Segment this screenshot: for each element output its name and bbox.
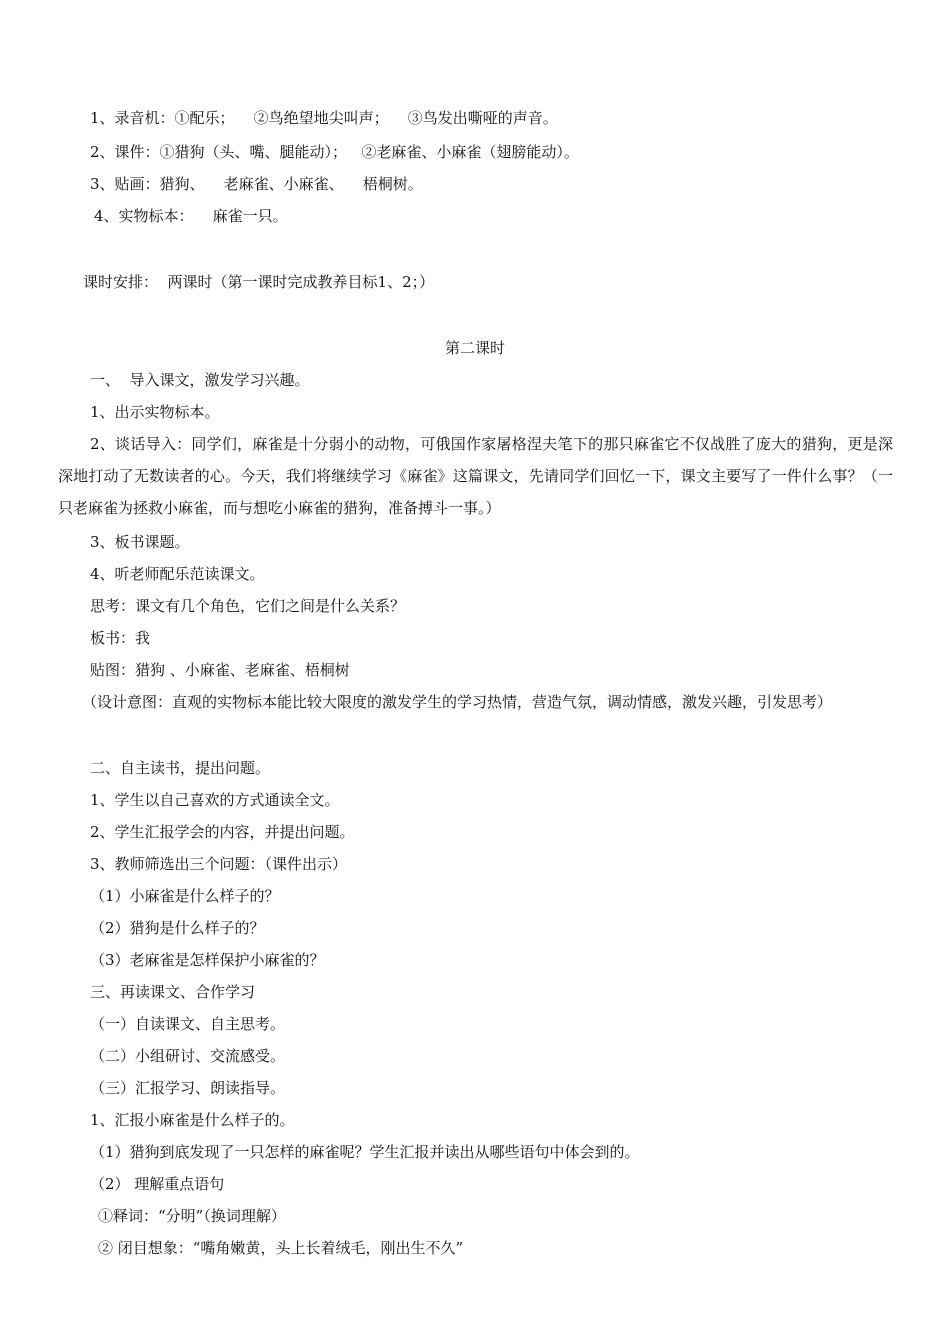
heading-three: 三、再读课文、合作学习 — [90, 983, 256, 1001]
sub-step-line: （一）自读课文、自主思考。 — [90, 1015, 286, 1033]
step-line: ①释词：“分明”（换词理解） — [98, 1207, 286, 1225]
step-line: 4、听老师配乐范读课文。 — [90, 565, 265, 583]
step-line: 3、教师筛选出三个问题：（课件出示） — [90, 855, 348, 873]
step-line: 2、学生汇报学会的内容，并提出问题。 — [90, 823, 355, 841]
question-item: （3）老麻雀是怎样保护小麻雀的？ — [90, 951, 325, 969]
question-line: 思考：课文有几个角色，它们之间是什么关系？ — [90, 597, 406, 615]
materials-item-4: 4、实物标本： 麻雀一只。 — [94, 207, 288, 225]
step-line: 1、出示实物标本。 — [90, 403, 220, 421]
section-title: 第二课时 — [444, 339, 505, 357]
heading-two: 二、自主读书，提出问题。 — [90, 759, 271, 777]
step-line: 3、板书课题。 — [90, 533, 190, 551]
step-line: （2） 理解重点语句 — [90, 1175, 225, 1193]
materials-item-1: 1、录音机：①配乐； ②鸟绝望地尖叫声； ③鸟发出嘶哑的声音。 — [90, 109, 558, 127]
schedule-line: 课时安排： 两课时（第一课时完成教养目标1、2；） — [83, 273, 435, 291]
materials-item-2: 2、课件：①猎狗（头、嘴、腿能动）； ②老麻雀、小麻雀（翅膀能动）。 — [90, 143, 579, 161]
sub-step-line: （二）小组研讨、交流感受。 — [90, 1047, 286, 1065]
step-line: （1）猎狗到底发现了一只怎样的麻雀呢？学生汇报并读出从哪些语句中体会到的。 — [90, 1143, 640, 1161]
materials-item-3: 3、贴画：猎狗、 老麻雀、小麻雀、 梧桐树。 — [90, 175, 423, 193]
design-intent-paragraph: （设计意图：直观的实物标本能比较大限度的激发学生的学习热情，营造气氛，调动情感，激发兴趣，引发思考） — [82, 693, 833, 711]
sub-step-line: （三）汇报学习、朗读指导。 — [90, 1079, 286, 1097]
board-line: 板书：我 — [90, 629, 151, 647]
stickers-line: 贴图：猎狗 、小麻雀、老麻雀、梧桐树 — [90, 661, 350, 679]
question-item: （1）小麻雀是什么样子的？ — [90, 887, 280, 905]
question-item: （2）猎狗是什么样子的？ — [90, 919, 265, 937]
step-line: ② 闭目想象：“嘴角嫩黄，头上长着绒毛，刚出生不久” — [98, 1239, 464, 1257]
step-line: 1、学生以自己喜欢的方式通读全文。 — [90, 791, 340, 809]
heading-one: 一、 导入课文，激发学习兴趣。 — [90, 371, 310, 389]
intro-paragraph: 2、谈话导入：同学们，麻雀是十分弱小的动物，可俄国作家屠格涅夫笔下的那只麻雀它不仅战胜了庞大的猎狗，更是深深地打动了无数读者的心。今天，我们将继续学习《麻雀》这篇课文，先请同学们回忆一下，课文主要写了一件什么事？（一只老麻雀为拯救小麻雀，而与想吃小麻雀的猎狗，准备搏斗一事。） — [58, 435, 893, 517]
step-line: 1、汇报小麻雀是什么样子的。 — [90, 1111, 295, 1129]
